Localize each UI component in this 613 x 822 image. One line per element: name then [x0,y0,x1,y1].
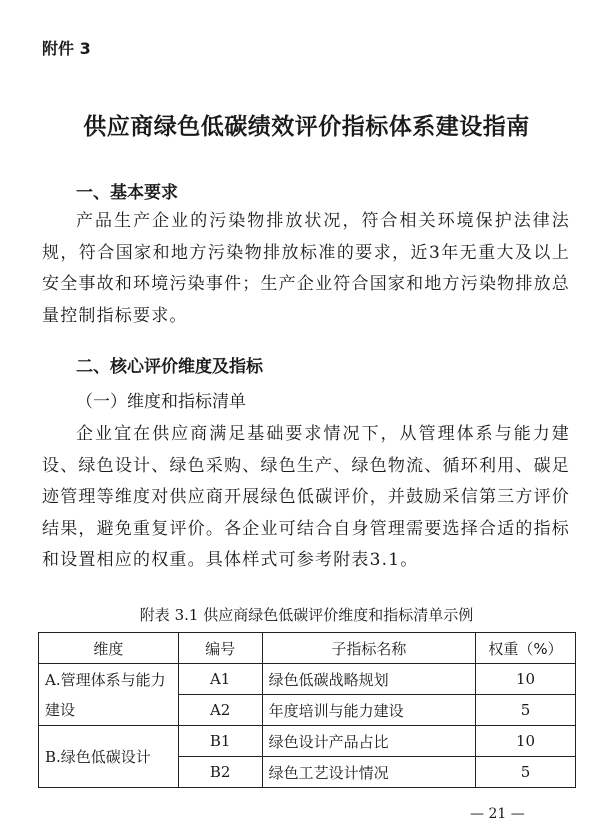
header-sub-indicator: 子指标名称 [262,633,476,664]
weight-cell: 5 [476,757,576,788]
page-number: — 21 — [470,806,525,822]
subsection-heading-list: （一）维度和指标清单 [76,392,246,412]
section-heading-basic: 一、基本要求 [76,183,178,203]
attachment-label: 附件 3 [42,39,91,58]
paragraph-basic-requirements: 产品生产企业的污染物排放状况，符合相关环境保护法律法规，符合国家和地方污染物排放标准的要求，近3年无重大及以上安全事故和环境污染事件；生产企业符合国家和地方污染物排放总量控制指标要求。 [42,211,570,326]
sub-indicator-cell: 绿色低碳战略规划 [262,664,476,695]
table-header-row [39,633,576,664]
dimension-cell: B.绿色低碳设计 [39,726,179,788]
table-row [39,664,576,695]
code-cell: A1 [178,664,262,695]
dimension-cell: A.管理体系与能力建设 [39,664,179,726]
code-cell: B2 [178,757,262,788]
weight-cell: 10 [476,664,576,695]
document-title: 供应商绿色低碳绩效评价指标体系建设指南 [83,114,530,140]
table-caption: 附表 3.1 供应商绿色低碳评价维度和指标清单示例 [139,606,474,624]
section-heading-core: 二、核心评价维度及指标 [76,357,263,377]
sub-indicator-cell: 绿色工艺设计情况 [262,757,476,788]
weight-cell: 5 [476,695,576,726]
paragraph-indicator-list: 企业宜在供应商满足基础要求情况下，从管理体系与能力建设、绿色设计、绿色采购、绿色生产、绿色物流、循环利用、碳足迹管理等维度对供应商开展绿色低碳评价，并鼓励采信第三方评价结果，避免重复评价。各企业可结合自身管理需要选择合适的指标和设置相应的权重。具体样式可参考附表3.1。 [42,424,570,570]
header-dimension: 维度 [39,633,179,664]
sub-indicator-cell: 绿色设计产品占比 [262,726,476,757]
indicator-table [38,632,576,788]
code-cell: A2 [178,695,262,726]
header-weight: 权重（%） [476,633,576,664]
code-cell: B1 [178,726,262,757]
sub-indicator-cell: 年度培训与能力建设 [262,695,476,726]
header-code: 编号 [178,633,262,664]
weight-cell: 10 [476,726,576,757]
table-row [39,726,576,757]
